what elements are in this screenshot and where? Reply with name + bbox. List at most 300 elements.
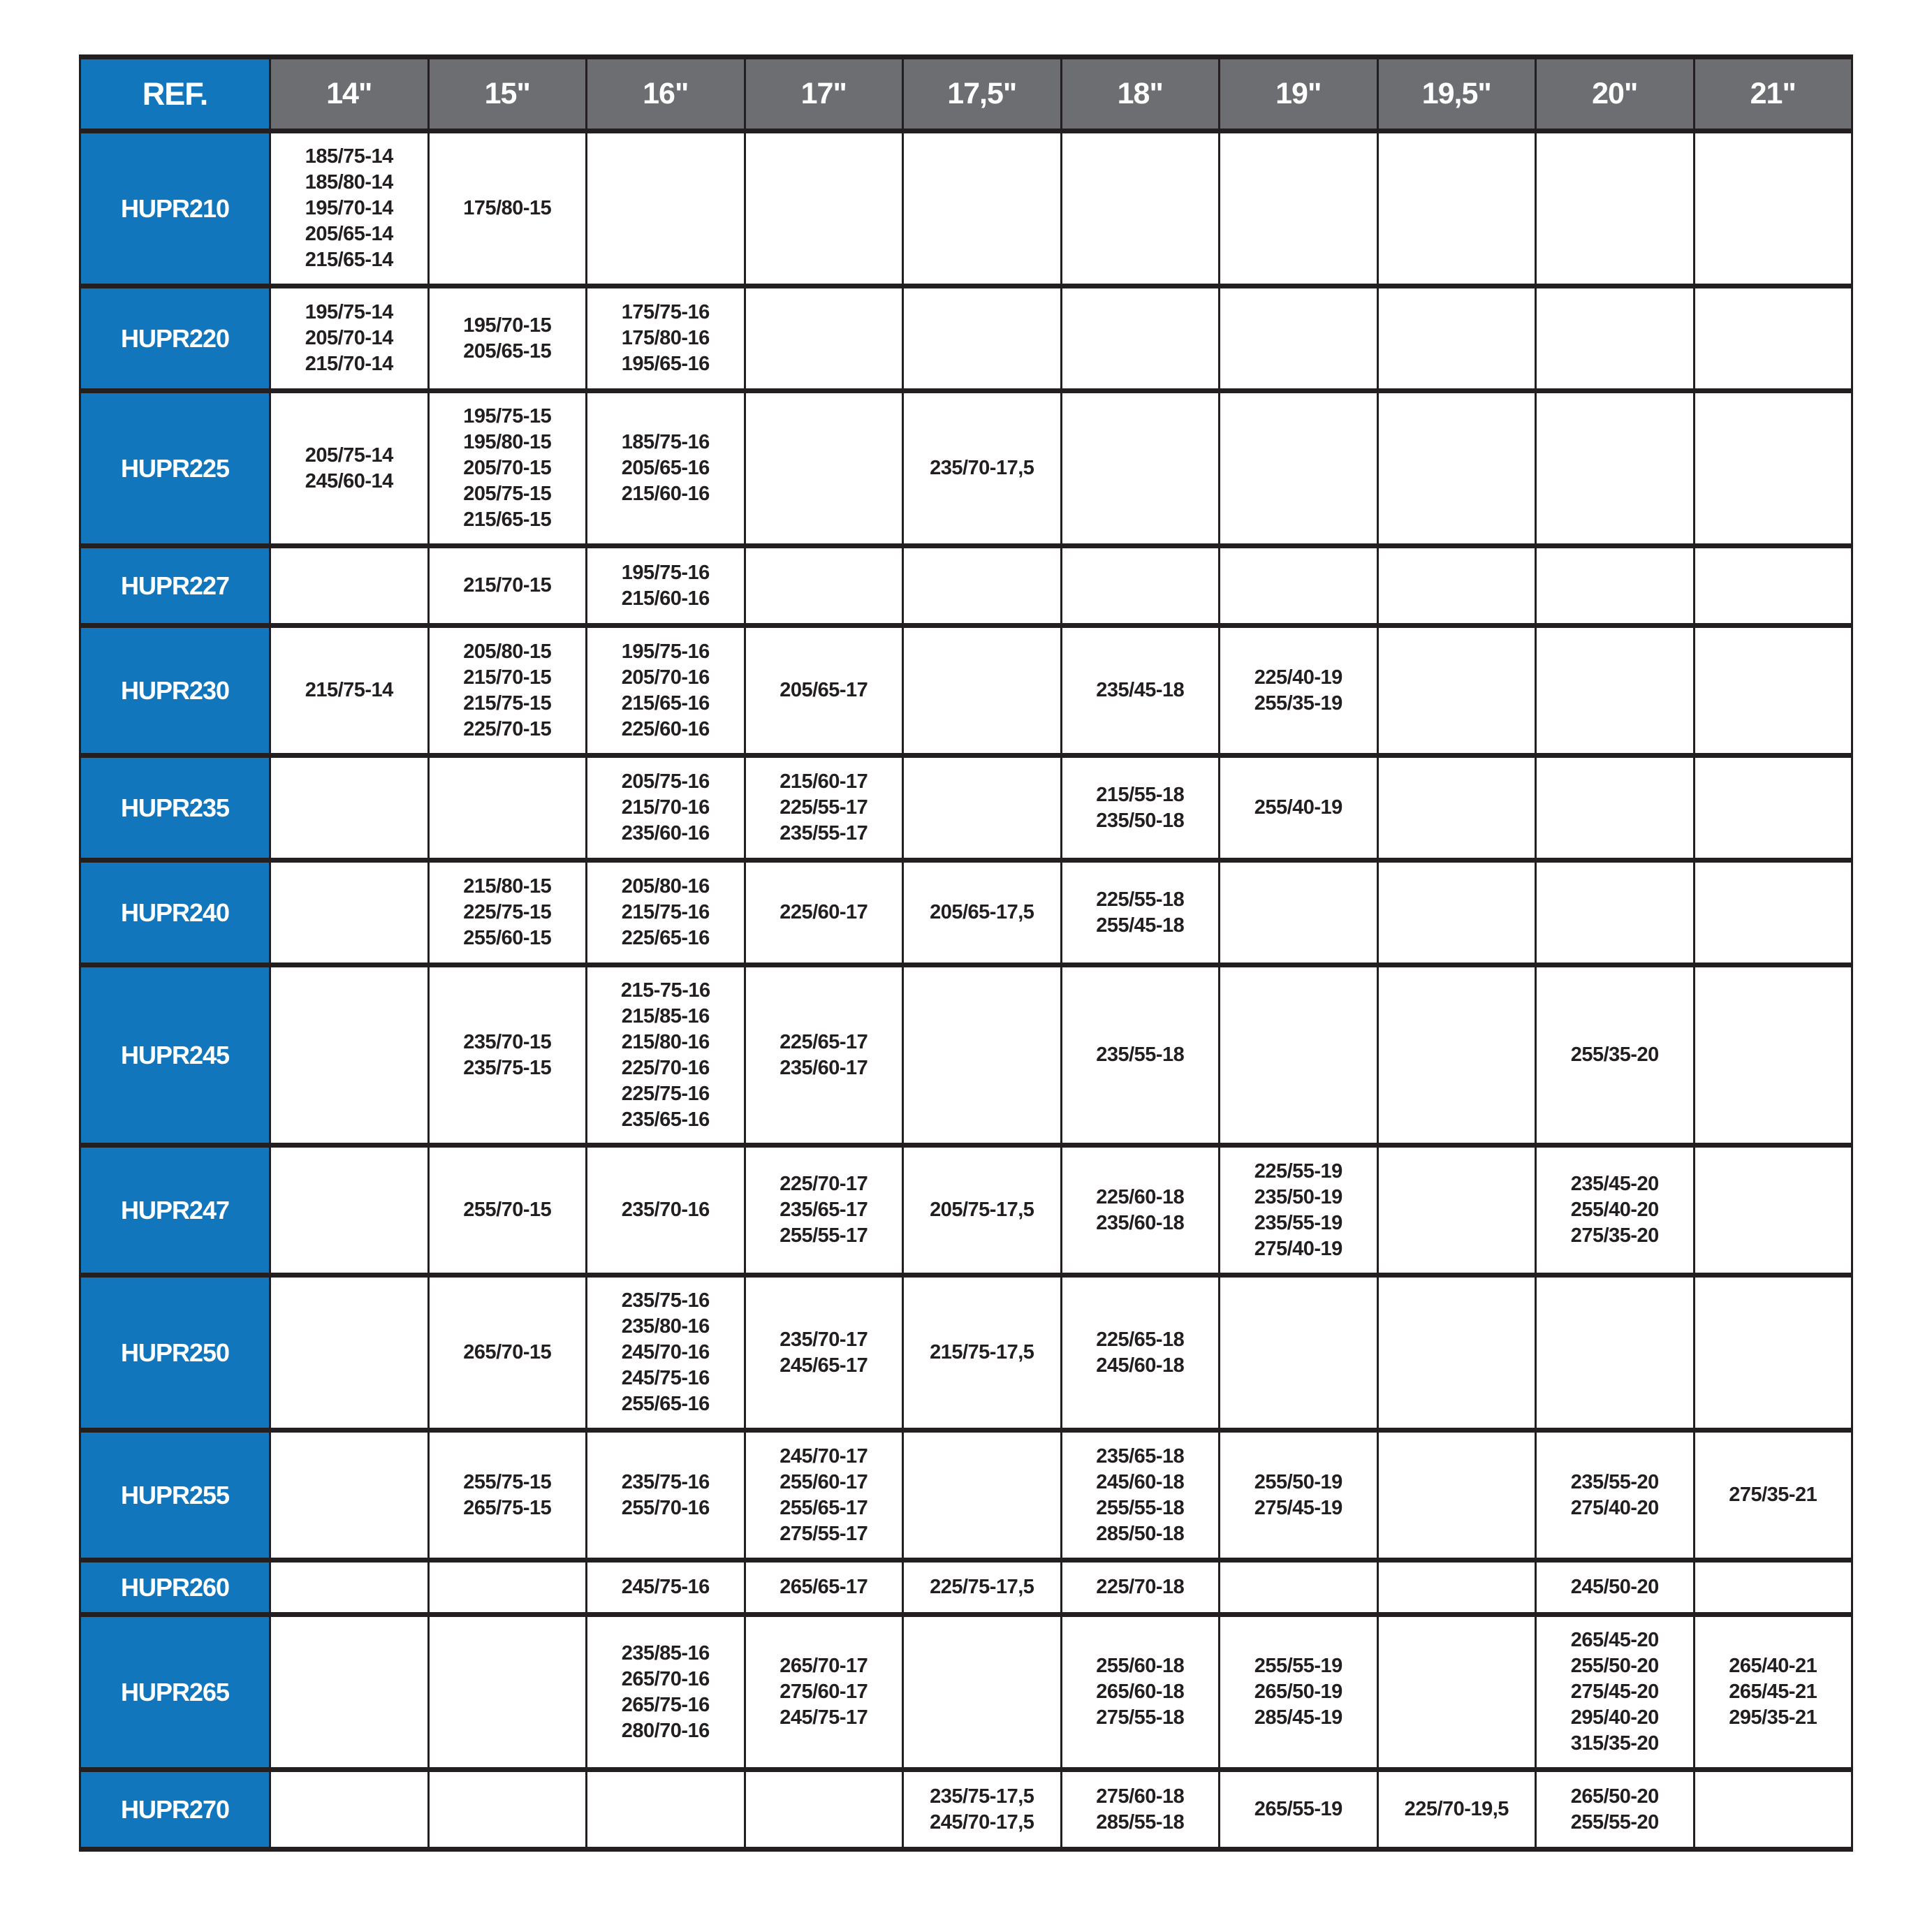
cell-hupr265-16in [587,1615,745,1770]
tire-size: 215/75-17,5 [930,1341,1034,1363]
tire-size: 225/55-19 [1254,1159,1342,1183]
cell-hupr247-19in [1220,1146,1378,1275]
cell-hupr220-18in [1061,286,1220,391]
tire-size: 275/55-17 [780,1522,868,1545]
cell-hupr255-20in [1536,1430,1695,1560]
tire-size: 265/40-21 [1729,1655,1817,1677]
tire-size: 235/60-17 [780,1056,868,1079]
cell-hupr260-17in [745,1560,903,1615]
tire-size: 235/45-20 [1570,1173,1659,1195]
tire-size: 235/75-17,5 [930,1785,1034,1808]
tire-size: 235/70-17 [780,1328,868,1351]
cell-hupr230-14in [270,626,429,756]
table-row-hupr210 [80,131,1852,286]
tire-size: 265/50-19 [1254,1681,1342,1703]
tire-size: 215/60-16 [621,587,710,610]
tire-size: 265/75-16 [621,1693,710,1716]
cell-hupr210-21in [1694,131,1852,286]
cell-hupr225-16in [587,391,745,546]
tire-size: 215/70-16 [621,796,710,819]
cell-hupr250-17-5in [903,1275,1062,1430]
table-row-hupr265 [80,1615,1852,1770]
table-row-hupr255 [80,1430,1852,1560]
tire-size: 255/55-17 [780,1224,868,1247]
ref-cell-hupr235: HUPR235 [80,756,270,861]
cell-hupr230-20in [1536,626,1695,756]
column-header-19in: 19" [1220,57,1378,131]
cell-hupr260-19-5in [1377,1560,1536,1615]
tire-size: 215/60-16 [621,483,710,505]
tire-size: 235/45-18 [1096,679,1185,701]
column-header-19-5in: 19,5" [1377,57,1536,131]
cell-hupr255-17-5in [903,1430,1062,1560]
tire-size: 235/75-16 [621,1470,710,1493]
cell-hupr270-14in [270,1770,429,1850]
ref-cell-hupr220: HUPR220 [80,286,270,391]
tire-size: 205/80-15 [463,640,552,663]
cell-hupr270-18in [1061,1770,1220,1850]
tire-size: 215/75-16 [621,901,710,923]
column-header-20in: 20" [1536,57,1695,131]
cell-hupr230-16in [587,626,745,756]
table-row-hupr245 [80,965,1852,1146]
cell-hupr227-17-5in [903,546,1062,626]
cell-hupr235-21in [1694,756,1852,861]
cell-hupr210-14in [270,131,429,286]
table-row-hupr225 [80,391,1852,546]
tire-size: 205/65-16 [621,457,710,479]
cell-hupr265-21in [1694,1615,1852,1770]
cell-hupr255-16in [587,1430,745,1560]
table-row-hupr250 [80,1275,1852,1430]
tire-size: 215/70-14 [305,353,393,375]
tire-size: 225/70-16 [621,1056,710,1079]
tire-size: 185/75-14 [305,145,393,168]
cell-hupr245-20in [1536,965,1695,1146]
tire-size: 225/75-15 [463,901,552,923]
tire-size: 205/75-17,5 [930,1199,1034,1221]
tire-size: 225/75-16 [621,1082,710,1105]
tire-size: 245/75-16 [621,1576,710,1598]
cell-hupr250-19-5in [1377,1275,1536,1430]
cell-hupr227-17in [745,546,903,626]
tire-size: 225/55-18 [1096,888,1185,911]
cell-hupr227-16in [587,546,745,626]
cell-hupr240-16in [587,861,745,965]
cell-hupr260-16in [587,1560,745,1615]
tire-size: 255/55-18 [1096,1496,1185,1519]
cell-hupr245-21in [1694,965,1852,1146]
cell-hupr235-19-5in [1377,756,1536,861]
cell-hupr227-18in [1061,546,1220,626]
tire-size: 255/65-17 [780,1496,868,1519]
cell-hupr225-14in [270,391,429,546]
cell-hupr220-19in [1220,286,1378,391]
cell-hupr225-19in [1220,391,1378,546]
ref-cell-hupr245: HUPR245 [80,965,270,1146]
cell-hupr247-17-5in [903,1146,1062,1275]
cell-hupr227-14in [270,546,429,626]
tire-size: 265/50-20 [1570,1785,1659,1808]
tire-size: 245/75-17 [780,1706,868,1729]
ref-cell-hupr227: HUPR227 [80,546,270,626]
cell-hupr235-15in [428,756,587,861]
cell-hupr255-19-5in [1377,1430,1536,1560]
tire-size: 275/35-20 [1570,1224,1659,1247]
ref-cell-hupr210: HUPR210 [80,131,270,286]
cell-hupr210-17in [745,131,903,286]
tire-size: 235/55-20 [1570,1470,1659,1493]
cell-hupr260-17-5in [903,1560,1062,1615]
tire-size: 275/40-20 [1570,1496,1659,1519]
cell-hupr270-20in [1536,1770,1695,1850]
cell-hupr240-18in [1061,861,1220,965]
tire-size: 175/80-15 [463,197,552,219]
tire-size: 195/80-15 [463,431,552,453]
tire-size: 245/70-17 [780,1444,868,1468]
cell-hupr230-18in [1061,626,1220,756]
tire-size: 245/60-18 [1096,1354,1185,1377]
ref-cell-hupr260: HUPR260 [80,1560,270,1615]
cell-hupr235-16in [587,756,745,861]
cell-hupr247-21in [1694,1146,1852,1275]
header-row [80,57,1852,131]
tire-size: 205/75-14 [305,444,393,467]
tire-size: 235/65-18 [1096,1444,1185,1468]
cell-hupr225-18in [1061,391,1220,546]
tire-size: 245/65-17 [780,1354,868,1377]
cell-hupr265-14in [270,1615,429,1770]
ref-column-header: REF. [80,57,270,131]
cell-hupr250-19in [1220,1275,1378,1430]
tire-size: 275/45-19 [1254,1496,1342,1519]
tire-size: 205/70-15 [463,457,552,479]
tire-size: 235/55-17 [780,822,868,844]
cell-hupr227-19in [1220,546,1378,626]
tire-size: 265/60-18 [1096,1681,1185,1703]
cell-hupr255-15in [428,1430,587,1560]
cell-hupr245-14in [270,965,429,1146]
table-row-hupr227 [80,546,1852,626]
cell-hupr255-21in [1694,1430,1852,1560]
cell-hupr235-20in [1536,756,1695,861]
column-header-17in: 17" [745,57,903,131]
tire-size: 225/70-15 [463,717,552,740]
cell-hupr210-20in [1536,131,1695,286]
tire-size: 255/55-20 [1570,1810,1659,1834]
tire-size: 205/70-14 [305,327,393,349]
tire-size: 235/65-16 [621,1108,710,1131]
cell-hupr210-15in [428,131,587,286]
tire-size: 255/65-16 [621,1393,710,1415]
cell-hupr250-17in [745,1275,903,1430]
cell-hupr265-17-5in [903,1615,1062,1770]
tire-size: 225/60-16 [621,717,710,740]
cell-hupr240-15in [428,861,587,965]
ref-cell-hupr225: HUPR225 [80,391,270,546]
tire-size: 195/70-14 [305,197,393,219]
tire-size: 245/75-16 [621,1367,710,1389]
cell-hupr235-17in [745,756,903,861]
cell-hupr247-17in [745,1146,903,1275]
cell-hupr230-19-5in [1377,626,1536,756]
column-header-14in: 14" [270,57,429,131]
cell-hupr230-17-5in [903,626,1062,756]
cell-hupr250-21in [1694,1275,1852,1430]
tire-size: 235/80-16 [621,1315,710,1338]
tire-size: 225/60-17 [780,901,868,923]
ref-cell-hupr265: HUPR265 [80,1615,270,1770]
tire-size: 205/75-15 [463,483,552,505]
cell-hupr240-19-5in [1377,861,1536,965]
cell-hupr225-21in [1694,391,1852,546]
tire-size: 225/70-18 [1096,1576,1185,1598]
cell-hupr265-20in [1536,1615,1695,1770]
tire-size: 285/45-19 [1254,1706,1342,1729]
tire-size: 205/65-14 [305,223,393,245]
tire-size: 205/65-17 [780,679,868,701]
table-row-hupr260 [80,1560,1852,1615]
tire-chain-size-chart [79,0,1853,1852]
cell-hupr210-19-5in [1377,131,1536,286]
tire-size: 275/55-18 [1096,1706,1185,1729]
tire-size: 235/55-18 [1096,1044,1185,1066]
cell-hupr227-15in [428,546,587,626]
tire-size: 215-75-16 [620,979,710,1002]
ref-cell-hupr247: HUPR247 [80,1146,270,1275]
cell-hupr260-14in [270,1560,429,1615]
cell-hupr265-15in [428,1615,587,1770]
tire-size: 225/70-19,5 [1404,1798,1509,1820]
tire-size: 255/60-17 [780,1470,868,1493]
tire-size: 215/85-16 [621,1004,710,1027]
tire-size: 255/35-19 [1254,691,1342,715]
tire-size: 185/80-14 [305,171,393,193]
cell-hupr240-17-5in [903,861,1062,965]
cell-hupr245-19in [1220,965,1378,1146]
tire-size: 255/70-16 [621,1496,710,1519]
tire-size: 245/70-16 [621,1341,710,1363]
tire-size: 205/75-16 [621,770,710,793]
cell-hupr240-14in [270,861,429,965]
cell-hupr220-16in [587,286,745,391]
cell-hupr225-19-5in [1377,391,1536,546]
cell-hupr220-19-5in [1377,286,1536,391]
cell-hupr220-14in [270,286,429,391]
cell-hupr225-20in [1536,391,1695,546]
tire-size: 215/75-15 [463,691,552,715]
cell-hupr247-15in [428,1146,587,1275]
tire-size: 195/75-15 [463,405,552,427]
cell-hupr245-17-5in [903,965,1062,1146]
tire-size: 195/65-16 [621,353,710,375]
table-row-hupr270 [80,1770,1852,1850]
cell-hupr270-19-5in [1377,1770,1536,1850]
tire-size: 255/50-19 [1254,1470,1342,1493]
cell-hupr250-18in [1061,1275,1220,1430]
cell-hupr240-19in [1220,861,1378,965]
tire-size: 175/75-16 [621,301,710,323]
tire-size: 215/60-17 [780,770,868,793]
cell-hupr230-17in [745,626,903,756]
cell-hupr270-21in [1694,1770,1852,1850]
cell-hupr260-19in [1220,1560,1378,1615]
cell-hupr245-19-5in [1377,965,1536,1146]
cell-hupr225-17in [745,391,903,546]
cell-hupr220-17in [745,286,903,391]
tire-size: 275/35-21 [1729,1484,1817,1506]
cell-hupr247-16in [587,1146,745,1275]
table-row-hupr230 [80,626,1852,756]
cell-hupr245-17in [745,965,903,1146]
tire-size: 265/75-15 [463,1496,552,1519]
tire-size: 235/50-18 [1096,809,1185,832]
tire-size: 235/70-16 [621,1199,710,1221]
cell-hupr235-17-5in [903,756,1062,861]
tire-size: 255/70-15 [463,1199,552,1221]
cell-hupr220-20in [1536,286,1695,391]
tire-size: 215/65-15 [463,508,552,531]
tire-size: 265/70-16 [621,1667,710,1690]
cell-hupr260-21in [1694,1560,1852,1615]
cell-hupr230-15in [428,626,587,756]
tire-size: 195/75-14 [305,301,393,323]
tire-size: 205/80-16 [621,875,710,898]
cell-hupr247-20in [1536,1146,1695,1275]
tire-size: 265/65-17 [780,1576,868,1598]
tire-size: 235/70-17,5 [930,457,1034,479]
cell-hupr247-14in [270,1146,429,1275]
tire-size: 215/65-16 [621,691,710,715]
cell-hupr235-19in [1220,756,1378,861]
cell-hupr230-21in [1694,626,1852,756]
cell-hupr230-19in [1220,626,1378,756]
cell-hupr260-20in [1536,1560,1695,1615]
tire-size: 235/70-15 [463,1030,552,1053]
tire-size: 195/75-16 [621,561,710,584]
tire-size: 285/50-18 [1096,1522,1185,1545]
column-header-18in: 18" [1061,57,1220,131]
tire-size: 225/60-18 [1096,1185,1185,1208]
tire-size: 245/50-20 [1570,1576,1659,1598]
cell-hupr255-18in [1061,1430,1220,1560]
cell-hupr265-19-5in [1377,1615,1536,1770]
tire-size: 225/55-17 [780,796,868,819]
cell-hupr227-20in [1536,546,1695,626]
tire-size: 225/40-19 [1254,666,1342,689]
tire-size: 245/60-18 [1096,1470,1185,1493]
tire-size: 265/45-20 [1570,1629,1659,1651]
tire-size: 235/55-19 [1254,1211,1342,1234]
tire-size: 235/60-18 [1096,1211,1185,1234]
tire-size: 235/75-15 [463,1056,552,1079]
tire-size: 215/80-16 [621,1030,710,1053]
cell-hupr270-17-5in [903,1770,1062,1850]
tire-size: 275/60-17 [780,1681,868,1703]
cell-hupr227-19-5in [1377,546,1536,626]
tire-size: 255/35-20 [1570,1044,1659,1066]
cell-hupr255-17in [745,1430,903,1560]
tire-size: 255/55-19 [1254,1655,1342,1677]
column-header-21in: 21" [1694,57,1852,131]
column-header-15in: 15" [428,57,587,131]
table-row-hupr247 [80,1146,1852,1275]
tire-size: 265/70-17 [780,1655,868,1677]
cell-hupr240-20in [1536,861,1695,965]
tire-size: 225/65-17 [780,1030,868,1053]
tire-size: 215/70-15 [463,574,552,597]
tire-size: 215/70-15 [463,666,552,689]
tire-size: 215/75-14 [305,679,393,701]
tire-size: 235/75-16 [621,1289,710,1312]
tire-size: 215/55-18 [1096,783,1185,806]
table-row-hupr220 [80,286,1852,391]
cell-hupr245-18in [1061,965,1220,1146]
table-header [80,57,1852,131]
cell-hupr235-14in [270,756,429,861]
tire-size-table [79,54,1853,1852]
cell-hupr260-18in [1061,1560,1220,1615]
cell-hupr265-17in [745,1615,903,1770]
cell-hupr245-15in [428,965,587,1146]
tire-size: 265/70-15 [463,1341,552,1363]
cell-hupr250-14in [270,1275,429,1430]
cell-hupr270-19in [1220,1770,1378,1850]
ref-cell-hupr230: HUPR230 [80,626,270,756]
tire-size: 295/40-20 [1570,1706,1659,1729]
cell-hupr247-18in [1061,1146,1220,1275]
cell-hupr260-15in [428,1560,587,1615]
cell-hupr210-16in [587,131,745,286]
cell-hupr270-16in [587,1770,745,1850]
cell-hupr235-18in [1061,756,1220,861]
tire-size: 315/35-20 [1570,1732,1659,1755]
cell-hupr255-19in [1220,1430,1378,1560]
cell-hupr210-17-5in [903,131,1062,286]
tire-size: 275/60-18 [1096,1785,1185,1808]
tire-size: 255/60-18 [1096,1655,1185,1677]
tire-size: 275/45-20 [1570,1681,1659,1703]
cell-hupr220-15in [428,286,587,391]
tire-size: 275/40-19 [1254,1237,1342,1260]
cell-hupr225-15in [428,391,587,546]
cell-hupr270-17in [745,1770,903,1850]
cell-hupr255-14in [270,1430,429,1560]
cell-hupr265-19in [1220,1615,1378,1770]
cell-hupr250-15in [428,1275,587,1430]
cell-hupr225-17-5in [903,391,1062,546]
cell-hupr245-16in [587,965,745,1146]
tire-size: 255/60-15 [463,927,552,949]
tire-size: 195/70-15 [463,314,552,337]
cell-hupr220-17-5in [903,286,1062,391]
tire-size: 235/60-16 [621,822,710,844]
tire-size: 225/65-16 [621,927,710,949]
cell-hupr250-20in [1536,1275,1695,1430]
cell-hupr247-19-5in [1377,1146,1536,1275]
tire-size: 285/55-18 [1096,1810,1185,1834]
tire-size: 215/65-14 [305,249,393,271]
cell-hupr210-19in [1220,131,1378,286]
cell-hupr227-21in [1694,546,1852,626]
tire-size: 225/75-17,5 [930,1576,1034,1598]
cell-hupr240-21in [1694,861,1852,965]
ref-cell-hupr250: HUPR250 [80,1275,270,1430]
tire-size: 235/85-16 [621,1641,710,1664]
tire-size: 280/70-16 [621,1719,710,1742]
tire-size: 205/70-16 [621,666,710,689]
tire-size: 205/65-15 [463,339,552,363]
